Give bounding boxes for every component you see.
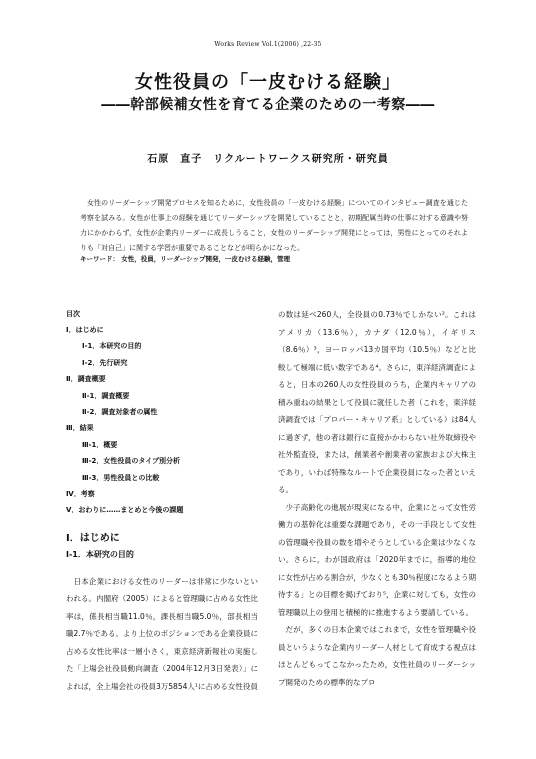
right-column [278, 306, 476, 691]
toc-item: Ⅲ．結果 [66, 424, 94, 433]
body-paragraph: 日本企業における女性のリーダーは非常に少ないといわれる。内閣府（2005）によると管理職に占める女性比率は，係長相当職11.0％，課長相当職5.0％，部長相当職2.7％である。より上位のポジションである企業役員に占める女性比率は一層小さく，東京経済新報社の実施した「上場会社役員動向調査（2004年12月3日発表）」によれば，全上場会社の役員3万5854人¹に占める女性役員 [66, 576, 258, 691]
left-column [66, 306, 258, 695]
toc-item: Ⅲ-1．概要 [82, 440, 118, 449]
toc-item: Ⅱ-2．調査対象者の属性 [82, 408, 158, 417]
toc-item: Ⅱ-1．調査概要 [82, 391, 130, 400]
body-paragraph: の数は延べ260人，全役員の0.73％でしかない²。これはアメリカ（13.6％），カナダ（12.0％），イギリス（8.6％）³，ヨーロッパ13カ国平均（10.5％）などと比較して極端に低い数字である⁴。さらに，東洋経済調査によると，日本の260人の女性役員のうち，企業内キャリアの積み重ねの結果として役員に就任した者（これを，東洋経済調査では「プロパー・キャリア系」としている）は84人に過ぎず，他の者は銀行に直接かかわらない社外取締役や社外監査役，または，創業者や創業者の家族および大株主であり，いわば特殊なルートで企業役員になった者といえる。 [278, 310, 477, 494]
toc-item: Ⅰ．はじめに [66, 326, 104, 334]
toc-item: Ⅱ．調査概要 [66, 375, 106, 384]
subsection-heading: Ⅰ-1．本研究の目的 [66, 549, 134, 559]
body-paragraph: 少子高齢化の進展が現実になる中，企業にとって女性労働力の基幹化は重要な課題であり，その一手段として女性の管理職や役員の数を増やそうとしている企業は少なくない。さらに，わが国政府は「2020年までに，指導的地位に女性が占める割合が，少なくとも30％程度になるよう期待する」との目標を掲げており⁵，企業に対しても，女性の管理職以上の登用と積極的に推進するよう要請している。 [278, 502, 477, 617]
keywords-line [80, 254, 468, 263]
paper-subtitle: ――幹部候補女性を育てる企業のための一考察―― [101, 97, 435, 113]
abstract [80, 196, 468, 256]
table-of-contents [66, 322, 258, 519]
toc-item: Ⅴ．おわりに……まとめと今後の課題 [66, 506, 184, 515]
toc-item: Ⅲ-3．男性役員との比較 [82, 473, 160, 482]
keywords-label: キーワード： [80, 255, 119, 263]
body-paragraph: だが，多くの日本企業ではこれまで，女性を管理職や役員というような企業内リーダー人材として育成する視点はほとんどもってこなかったため，女性社員のリーダーシップ開発のための標準的なプロ [278, 625, 476, 687]
keywords-text: 女性，役員，リーダーシップ開発，一皮むける経験，管理 [121, 255, 291, 263]
author-line: 石原 直子 リクルートワークス研究所・研究員 [147, 154, 389, 165]
section-heading: Ⅰ．はじめに [66, 532, 120, 544]
toc-item: Ⅰ-1．本研究の目的 [82, 342, 142, 351]
toc-heading: 目次 [66, 310, 80, 318]
toc-item: Ⅳ．考察 [66, 490, 95, 499]
toc-item: Ⅲ-2．女性役員のタイプ別分析 [82, 457, 181, 466]
journal-header: Works Review Vol.1(2006) ,22-35 [214, 41, 322, 48]
abstract-text: 女性のリーダーシップ開発プロセスを知るために，女性役員の「一皮むける経験」についてのインタビュー調査を通じた考察を試みる。女性が仕事上の経験を通じてリーダーシップを開発していることと，初期配属当時の仕事に対する意識や努力にかかわらず，女性が企業内リーダーに成長しうること，女性のリーダーシップ開発にとっては，男性にとってのそれよりも「対自己」に関する学習が重要であることなどが明らかになった。 [80, 199, 468, 252]
toc-item: Ⅰ-2．先行研究 [82, 358, 128, 367]
paper-title: 女性役員の「一皮むける経験」 [135, 72, 401, 93]
